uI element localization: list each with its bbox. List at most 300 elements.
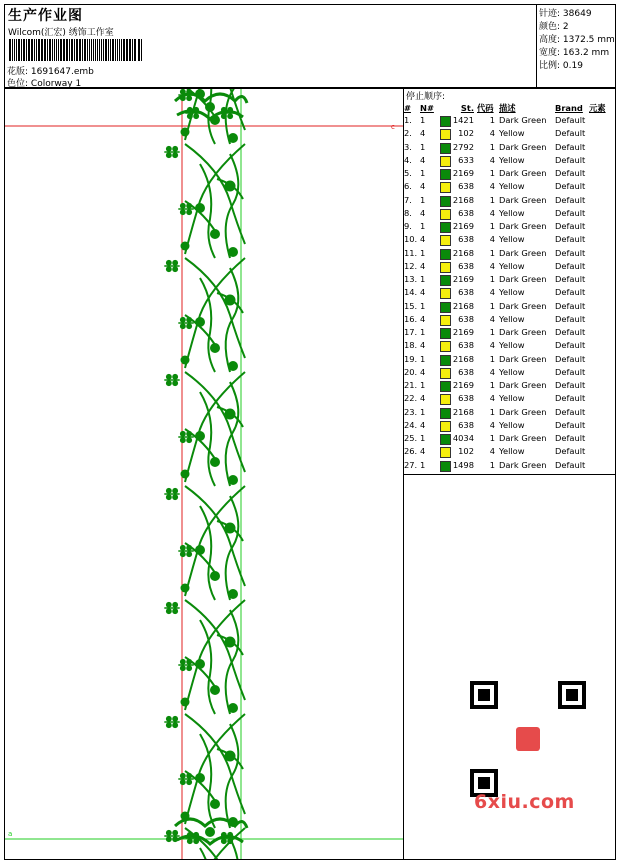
guide-marker-a: a	[8, 830, 13, 838]
row-stitches	[440, 459, 477, 472]
row-needle: 4	[420, 234, 426, 245]
row-desc: Yellow	[499, 260, 525, 271]
row-stitches	[440, 154, 477, 167]
lace-node	[181, 128, 190, 137]
col-header-needle: N#	[420, 102, 434, 113]
row-code: 1	[489, 327, 495, 337]
row-num: 23.	[404, 406, 418, 417]
row-needle: 1	[420, 433, 426, 443]
row-element	[589, 353, 613, 366]
row-needle: 1	[420, 459, 426, 470]
design-preview	[4, 88, 404, 860]
clover-motif	[164, 716, 179, 728]
row-num: 20.	[404, 366, 418, 377]
row-stitch-count: 2168	[452, 353, 474, 364]
table-header-row	[404, 101, 613, 114]
row-code: 4	[489, 393, 495, 404]
row-stitch-count: 638	[458, 393, 474, 404]
clover-motif	[178, 431, 193, 443]
row-brand: Default	[555, 141, 586, 152]
row-needle: 4	[420, 154, 426, 165]
stop-sequence-title: 停止顺序:	[406, 92, 446, 102]
col-header-brand: Brand	[555, 102, 583, 113]
stat-colors	[539, 19, 569, 32]
row-num: 3.	[404, 141, 412, 152]
row-needle: 4	[420, 366, 426, 377]
lace-node	[181, 698, 190, 707]
row-stitch-count: 638	[458, 340, 474, 351]
row-brand: Default	[555, 128, 586, 139]
row-needle: 4	[420, 128, 426, 139]
row-element	[589, 406, 613, 419]
lace-node	[228, 475, 238, 485]
row-desc: Dark Green	[499, 353, 547, 364]
qr-code	[470, 681, 586, 797]
table-row	[404, 141, 613, 154]
row-stitch-count: 638	[458, 313, 474, 324]
row-stitches	[440, 366, 477, 379]
color-swatch	[440, 275, 451, 286]
row-code: 1	[489, 353, 495, 364]
row-desc: Yellow	[499, 287, 525, 298]
lace-node	[195, 545, 205, 555]
row-stitch-count: 638	[458, 366, 474, 377]
row-code: 1	[489, 168, 495, 178]
row-element	[589, 220, 613, 233]
table-row	[404, 247, 613, 260]
row-brand: Default	[555, 300, 586, 311]
table-row	[404, 286, 613, 299]
row-desc: Dark Green	[499, 300, 547, 311]
row-needle: 1	[420, 327, 426, 337]
row-stitch-count: 2168	[452, 300, 474, 311]
row-code: 4	[489, 260, 495, 271]
clover-motif	[178, 545, 193, 557]
color-swatch	[440, 315, 451, 326]
row-element	[589, 286, 613, 299]
row-num: 19.	[404, 353, 418, 364]
lace-node	[225, 523, 236, 534]
lace-node	[205, 102, 215, 112]
row-element	[589, 432, 613, 445]
color-swatch	[440, 196, 451, 207]
row-stitches	[440, 207, 477, 220]
table-row	[404, 194, 613, 207]
row-needle: 1	[420, 353, 426, 364]
row-needle: 1	[420, 141, 426, 152]
row-desc: Yellow	[499, 181, 525, 192]
row-stitches	[440, 286, 477, 299]
row-code: 1	[489, 380, 495, 390]
qr-panel	[403, 474, 616, 860]
row-stitch-count: 2168	[452, 406, 474, 417]
row-element	[589, 445, 613, 458]
lace-node	[181, 584, 190, 593]
clover-motif	[178, 773, 193, 785]
table-row	[404, 233, 613, 246]
watermark-logo: 6xiu.com	[474, 791, 575, 813]
row-element	[589, 379, 613, 392]
row-code: 4	[489, 181, 495, 192]
row-needle: 4	[420, 419, 426, 430]
row-desc: Dark Green	[499, 221, 547, 231]
row-num: 11.	[404, 247, 418, 258]
clover-motif	[178, 317, 193, 329]
row-num: 25.	[404, 433, 418, 443]
stat-label: 比例:	[539, 61, 561, 71]
table-row	[404, 366, 613, 379]
company-name: Wilcom(汇宏) 绣饰工作室	[8, 28, 114, 38]
row-needle: 4	[420, 181, 426, 192]
row-code: 1	[489, 274, 495, 284]
lace-node	[228, 703, 238, 713]
row-stitches	[440, 273, 477, 286]
row-brand: Default	[555, 234, 586, 245]
row-num: 17.	[404, 327, 418, 337]
row-needle: 1	[420, 380, 426, 390]
lace-node	[205, 827, 215, 837]
row-needle: 1	[420, 300, 426, 311]
row-code: 4	[489, 154, 495, 165]
row-desc: Dark Green	[499, 380, 547, 390]
color-swatch	[440, 129, 451, 140]
guide-marker-c: c	[391, 123, 395, 131]
lace-node	[225, 181, 236, 192]
row-num: 9.	[404, 221, 412, 231]
header-panel	[4, 4, 537, 88]
barcode	[9, 39, 145, 61]
row-stitch-count: 2168	[452, 247, 474, 258]
row-stitches	[440, 339, 477, 352]
color-swatch	[440, 355, 451, 366]
colorway-value: Colorway 1	[30, 79, 82, 89]
table-row	[404, 207, 613, 220]
row-code: 4	[489, 313, 495, 324]
row-stitches	[440, 392, 477, 405]
lace-node	[225, 295, 236, 306]
table-row	[404, 406, 613, 419]
color-swatch	[440, 222, 451, 233]
row-code: 1	[489, 406, 495, 417]
row-code: 4	[489, 340, 495, 351]
lace-pattern	[164, 89, 247, 859]
row-stitches	[440, 406, 477, 419]
table-row	[404, 313, 613, 326]
row-num: 18.	[404, 340, 418, 351]
row-code: 4	[489, 446, 495, 457]
color-swatch	[440, 262, 451, 273]
clover-motif	[164, 146, 179, 158]
color-swatch	[440, 116, 451, 127]
row-desc: Dark Green	[499, 115, 547, 125]
lace-node	[210, 457, 220, 467]
clover-motif	[164, 602, 179, 614]
lace-node	[195, 317, 205, 327]
row-element	[589, 114, 613, 127]
lace-node	[195, 431, 205, 441]
row-num: 4.	[404, 154, 412, 165]
row-element	[589, 233, 613, 246]
row-brand: Default	[555, 446, 586, 457]
clover-motif	[164, 260, 179, 272]
table-row	[404, 392, 613, 405]
row-num: 15.	[404, 300, 418, 311]
row-desc: Dark Green	[499, 327, 547, 337]
table-row	[404, 180, 613, 193]
row-stitch-count: 2169	[452, 168, 474, 178]
row-desc: Dark Green	[499, 406, 547, 417]
row-stitch-count: 2169	[452, 380, 474, 390]
lace-node	[225, 751, 236, 762]
row-stitch-count: 102	[458, 446, 474, 457]
row-brand: Default	[555, 340, 586, 351]
row-desc: Yellow	[499, 446, 525, 457]
clover-motif	[178, 203, 193, 215]
stat-value: 1372.5 mm	[562, 35, 615, 45]
lace-node	[181, 242, 190, 251]
row-element	[589, 326, 613, 339]
row-brand: Default	[555, 327, 586, 337]
lace-node	[225, 637, 236, 648]
table-row	[404, 127, 613, 140]
row-element	[589, 207, 613, 220]
row-brand: Default	[555, 207, 586, 218]
stat-value: 0.19	[562, 61, 583, 71]
table-row	[404, 353, 613, 366]
row-stitches	[440, 127, 477, 140]
color-swatch	[440, 182, 451, 193]
row-num: 1.	[404, 115, 412, 125]
row-needle: 1	[420, 274, 426, 284]
table-row	[404, 167, 613, 180]
stat-label: 针迹:	[539, 9, 561, 19]
stop-sequence-panel	[403, 88, 616, 475]
row-desc: Dark Green	[499, 433, 547, 443]
clover-motif	[164, 374, 179, 386]
row-desc: Dark Green	[499, 274, 547, 284]
row-brand: Default	[555, 115, 586, 125]
color-swatch	[440, 421, 451, 432]
row-desc: Dark Green	[499, 168, 547, 178]
row-element	[589, 141, 613, 154]
row-brand: Default	[555, 181, 586, 192]
row-needle: 4	[420, 446, 426, 457]
color-swatch	[440, 169, 451, 180]
row-element	[589, 300, 613, 313]
row-brand: Default	[555, 154, 586, 165]
row-code: 1	[489, 194, 495, 205]
row-brand: Default	[555, 168, 586, 178]
row-element	[589, 127, 613, 140]
row-stitches	[440, 300, 477, 313]
row-element	[589, 366, 613, 379]
row-brand: Default	[555, 380, 586, 390]
row-element	[589, 459, 613, 472]
row-code: 1	[489, 433, 495, 443]
row-stitches	[440, 220, 477, 233]
sheet-title: 生产作业图	[8, 8, 83, 24]
table-row	[404, 260, 613, 273]
row-needle: 4	[420, 260, 426, 271]
row-stitches	[440, 141, 477, 154]
row-element	[589, 247, 613, 260]
col-header-desc: 描述	[499, 102, 516, 113]
color-swatch	[440, 408, 451, 419]
color-swatch	[440, 434, 451, 445]
row-desc: Dark Green	[499, 459, 547, 470]
row-num: 16.	[404, 313, 418, 324]
row-stitch-count: 638	[458, 207, 474, 218]
col-header-stitches: St.	[460, 102, 474, 113]
row-brand: Default	[555, 274, 586, 284]
row-num: 10.	[404, 234, 418, 245]
row-code: 4	[489, 128, 495, 139]
clover-motif	[164, 488, 179, 500]
color-swatch	[440, 143, 451, 154]
color-swatch	[440, 368, 451, 379]
lace-node	[195, 203, 205, 213]
lace-node	[195, 773, 205, 783]
col-header-code: 代码	[477, 102, 494, 113]
row-stitch-count: 638	[458, 419, 474, 430]
lace-node	[181, 470, 190, 479]
table-row	[404, 154, 613, 167]
row-num: 22.	[404, 393, 418, 404]
row-stitches	[440, 114, 477, 127]
row-needle: 1	[420, 168, 426, 178]
color-swatch	[440, 209, 451, 220]
stop-sequence-table	[404, 101, 613, 472]
row-code: 4	[489, 419, 495, 430]
table-row	[404, 114, 613, 127]
row-num: 6.	[404, 181, 412, 192]
row-needle: 4	[420, 393, 426, 404]
row-desc: Yellow	[499, 366, 525, 377]
row-code: 4	[489, 287, 495, 298]
row-brand: Default	[555, 260, 586, 271]
row-desc: Yellow	[499, 340, 525, 351]
lace-node	[210, 685, 220, 695]
row-stitch-count: 1498	[452, 459, 474, 470]
row-desc: Yellow	[499, 128, 525, 139]
table-row	[404, 326, 613, 339]
row-brand: Default	[555, 433, 586, 443]
row-needle: 4	[420, 287, 426, 298]
row-brand: Default	[555, 221, 586, 231]
color-swatch	[440, 461, 451, 472]
row-num: 27.	[404, 459, 418, 470]
row-stitches	[440, 419, 477, 432]
row-stitches	[440, 313, 477, 326]
row-num: 12.	[404, 260, 418, 271]
stat-label: 颜色:	[539, 22, 561, 32]
row-num: 2.	[404, 128, 412, 139]
row-brand: Default	[555, 406, 586, 417]
embroidery-design	[5, 89, 403, 859]
row-num: 21.	[404, 380, 418, 390]
row-brand: Default	[555, 393, 586, 404]
color-swatch	[440, 328, 451, 339]
lace-node	[181, 356, 190, 365]
row-desc: Yellow	[499, 393, 525, 404]
row-desc: Dark Green	[499, 194, 547, 205]
row-stitches	[440, 432, 477, 445]
row-element	[589, 392, 613, 405]
row-stitches	[440, 260, 477, 273]
row-stitches	[440, 379, 477, 392]
row-code: 1	[489, 115, 495, 125]
lace-node	[225, 409, 236, 420]
row-brand: Default	[555, 353, 586, 364]
stat-height	[539, 32, 615, 45]
stat-stitches	[539, 6, 592, 19]
row-desc: Dark Green	[499, 247, 547, 258]
row-brand: Default	[555, 366, 586, 377]
table-row	[404, 445, 613, 458]
row-element	[589, 154, 613, 167]
stat-value: 163.2 mm	[562, 48, 610, 58]
color-swatch	[440, 156, 451, 167]
row-element	[589, 313, 613, 326]
row-brand: Default	[555, 459, 586, 470]
row-desc: Yellow	[499, 419, 525, 430]
design-file-value: 1691647.emb	[30, 67, 94, 77]
table-row	[404, 432, 613, 445]
lace-node	[210, 571, 220, 581]
row-code: 1	[489, 247, 495, 258]
row-stitch-count: 2168	[452, 194, 474, 205]
row-num: 13.	[404, 274, 418, 284]
row-brand: Default	[555, 313, 586, 324]
row-stitch-count: 4034	[452, 433, 474, 443]
table-row	[404, 339, 613, 352]
row-stitches	[440, 167, 477, 180]
row-element	[589, 339, 613, 352]
row-num: 7.	[404, 194, 412, 205]
lace-node	[228, 133, 238, 143]
stat-value: 38649	[562, 9, 592, 19]
row-element	[589, 419, 613, 432]
row-stitch-count: 2169	[452, 327, 474, 337]
stat-scale	[539, 58, 583, 71]
row-element	[589, 167, 613, 180]
row-desc: Dark Green	[499, 141, 547, 152]
lace-node	[228, 361, 238, 371]
row-num: 24.	[404, 419, 418, 430]
table-row	[404, 459, 613, 472]
row-brand: Default	[555, 247, 586, 258]
row-num: 8.	[404, 207, 412, 218]
row-num: 26.	[404, 446, 418, 457]
table-row	[404, 419, 613, 432]
color-swatch	[440, 394, 451, 405]
table-row	[404, 300, 613, 313]
row-desc: Yellow	[499, 154, 525, 165]
clover-motif	[178, 659, 193, 671]
row-brand: Default	[555, 419, 586, 430]
stat-width	[539, 45, 609, 58]
row-needle: 4	[420, 313, 426, 324]
design-file-label: 花版:	[7, 67, 29, 77]
row-stitch-count: 1421	[452, 115, 474, 125]
row-brand: Default	[555, 287, 586, 298]
lace-node	[210, 229, 220, 239]
row-needle: 4	[420, 207, 426, 218]
row-stitch-count: 2169	[452, 221, 474, 231]
row-stitches	[440, 353, 477, 366]
table-row	[404, 220, 613, 233]
row-stitch-count: 638	[458, 287, 474, 298]
